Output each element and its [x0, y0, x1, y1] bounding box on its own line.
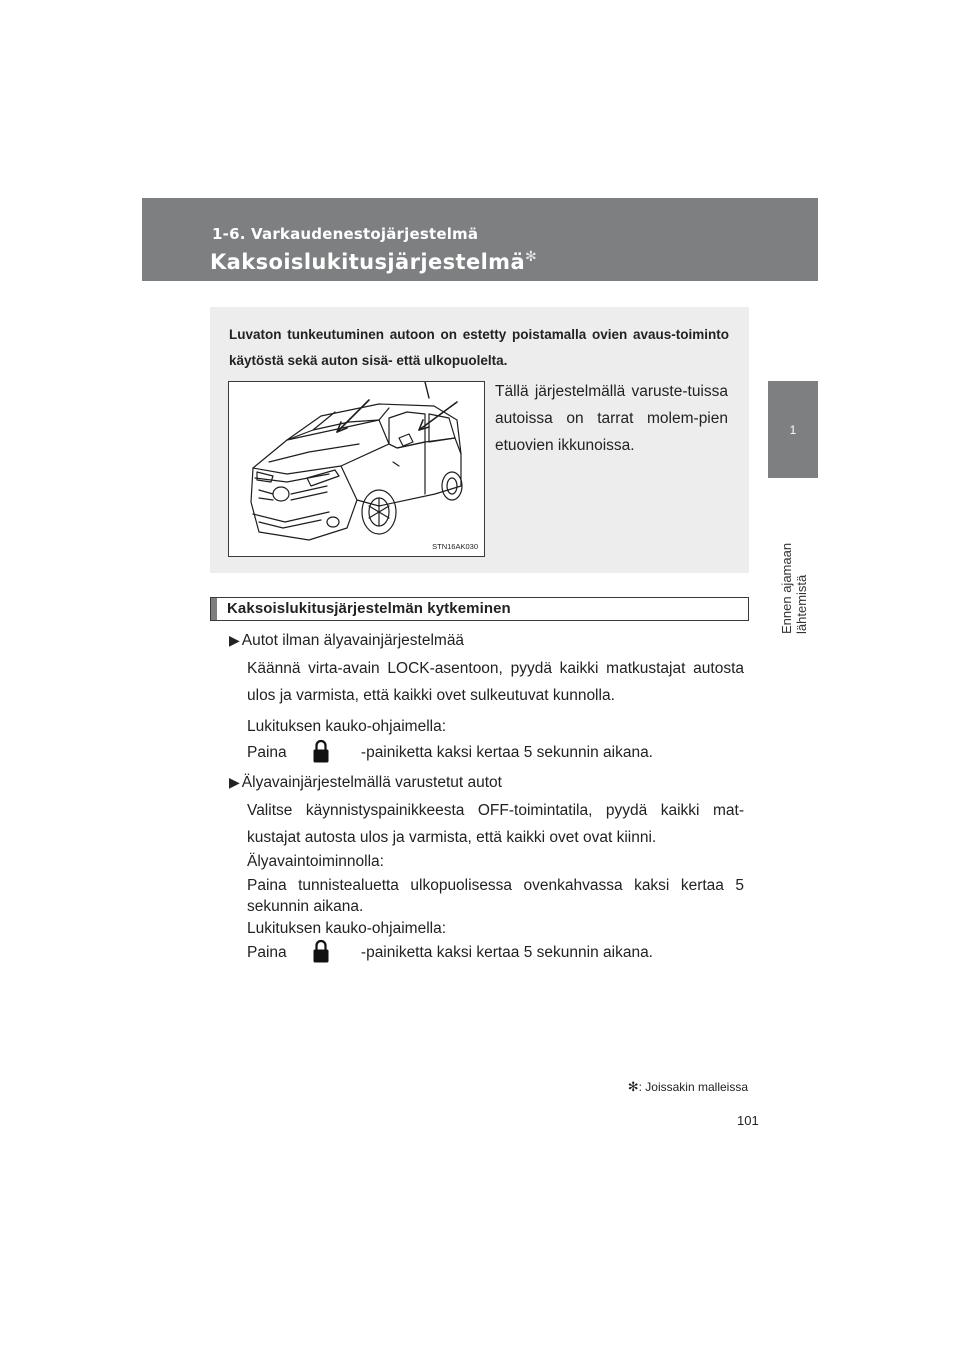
triangle-right-icon: ▶	[229, 774, 240, 790]
chapter-tab-label: Ennen ajamaan lähtemistä	[779, 542, 809, 634]
page-title-text: Kaksoislukitusjärjestelmä	[210, 250, 526, 274]
item-2-smart-label: Älyavaintoiminnolla:	[247, 853, 384, 870]
item-1-instructions: Käännä virta-avain LOCK-asentoon, pyydä kaikki matkustajat autosta ulos ja varmista, että kaikki ovet sulkeutuvat kunnolla.	[247, 660, 744, 704]
bullet-item-1-label: Autot ilman älyavainjärjestelmää	[241, 632, 465, 649]
subheading-title: Kaksoislukitusjärjestelmän kytkeminen	[227, 600, 511, 617]
item-1-press-line	[247, 739, 653, 767]
footnote	[628, 1079, 748, 1095]
item-1-remote-label: Lukituksen kauko-ohjaimella:	[247, 718, 447, 735]
footnote-text: : Joissakin malleissa	[638, 1080, 748, 1094]
intro-side-text: Tällä järjestelmällä varuste-tuissa autoissa on tarrat molem-pien etuovien ikkunoissa.	[495, 383, 728, 454]
intro-lead: Luvaton tunkeutuminen autoon on estetty poistamalla ovien avaus-toiminto käytöstä sekä auton sisä- että ulkopuolelta.	[229, 327, 729, 368]
item-2-instructions: Valitse käynnistyspainikkeesta OFF-toimintatila, pyydä kaikki mat-kustajat autosta ulos ja varmista, että kaikki ovet ovat kiinni.	[247, 802, 744, 846]
item-2-press-prefix: Paina	[247, 944, 287, 962]
subheading-marker	[211, 598, 217, 620]
asterisk-icon: ✻	[627, 1079, 639, 1094]
page-title	[210, 249, 537, 274]
item-1-press-suffix: -painiketta kaksi kertaa 5 sekunnin aikana.	[360, 744, 653, 762]
subheading-bar	[210, 597, 749, 621]
item-2-press-suffix: -painiketta kaksi kertaa 5 sekunnin aikana.	[360, 944, 653, 962]
page-number: 101	[737, 1113, 759, 1128]
item-1-press-prefix: Paina	[247, 744, 287, 762]
bullet-item-1	[229, 632, 464, 650]
asterisk-icon: ✻	[525, 249, 538, 265]
section-label: 1-6. Varkaudenestojärjestelmä	[212, 225, 479, 243]
bullet-item-2-label: Älyavainjärjestelmällä varustetut autot	[241, 774, 502, 791]
figure-code: STN16AK030	[432, 542, 478, 551]
triangle-right-icon: ▶	[229, 632, 240, 648]
car-drawing	[229, 382, 484, 556]
item-2-smart-text: Paina tunnistealuetta ulkopuolisessa ovenkahvassa kaksi kertaa 5 sekunnin aikana.	[247, 877, 744, 915]
chapter-tab-number: 1	[768, 381, 818, 478]
car-illustration	[228, 381, 485, 557]
item-2-remote-label: Lukituksen kauko-ohjaimella:	[247, 920, 447, 937]
bullet-item-2	[229, 774, 502, 792]
lock-icon	[312, 737, 330, 765]
lock-icon	[312, 937, 330, 965]
item-2-press-line	[247, 939, 653, 967]
